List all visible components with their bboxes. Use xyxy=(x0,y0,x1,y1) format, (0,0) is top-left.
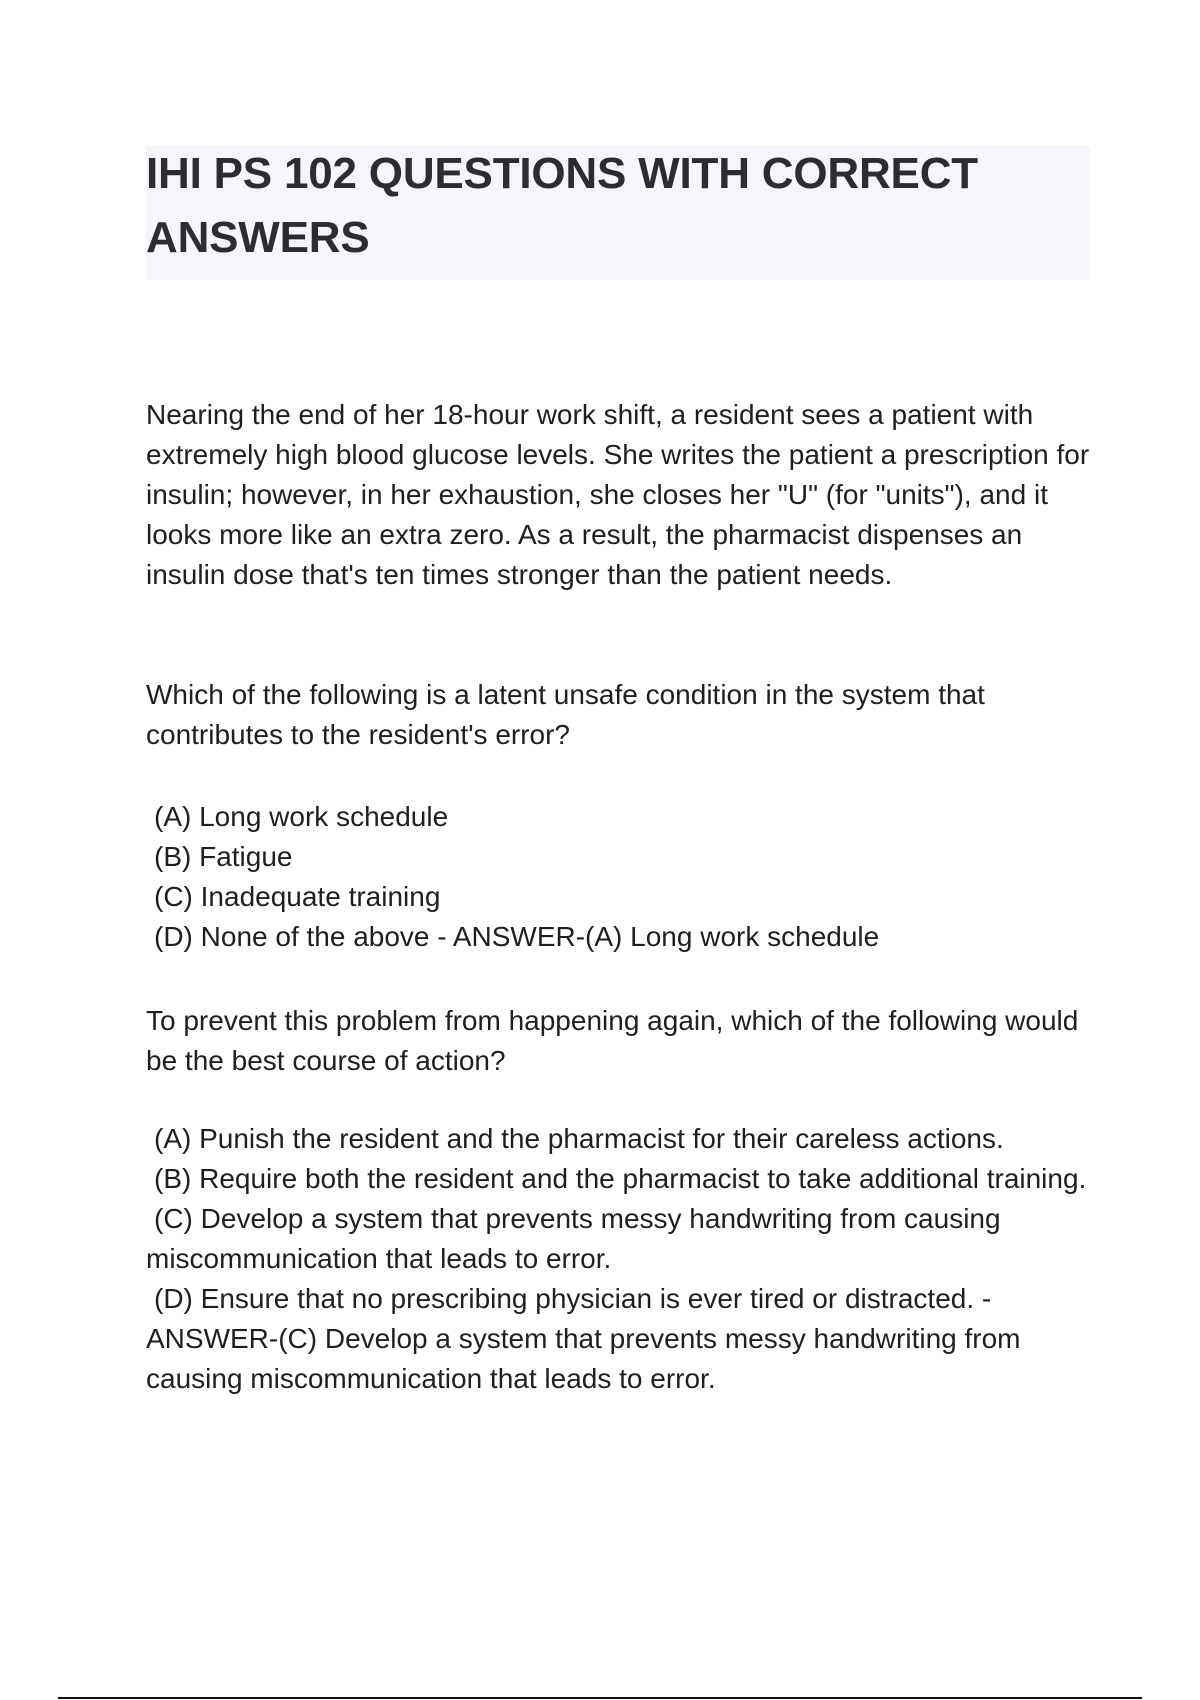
question-1-option-c: (C) Inadequate training xyxy=(154,881,441,912)
question-2-option-b: (B) Require both the resident and the pharmacist to take additional training. xyxy=(154,1163,1087,1194)
question-1-options xyxy=(146,797,1096,957)
scenario-paragraph: Nearing the end of her 18-hour work shift, a resident sees a patient with extremely high blood glucose levels. She writes the patient a prescription for insulin; however, in her exhaustion, she closes her "U" (for "units"), and it looks more like an extra zero. As a result, the pharmacist dispenses an insulin dose that's ten times stronger than the patient needs. xyxy=(146,399,1090,590)
question-2-option-a: (A) Punish the resident and the pharmacist for their careless actions. xyxy=(154,1123,1004,1154)
question-2-option-d-answer: (D) Ensure that no prescribing physician is ever tired or distracted. - ANSWER-(C) Develop a system that prevents messy handwriting from causing miscommunication that leads to error. xyxy=(146,1283,1021,1394)
question-1-option-a: (A) Long work schedule xyxy=(154,801,449,832)
question-1-option-d-answer: (D) None of the above - ANSWER-(A) Long work schedule xyxy=(154,921,880,952)
question-2-options xyxy=(146,1119,1096,1399)
question-1-option-b: (B) Fatigue xyxy=(154,841,293,872)
footer-divider xyxy=(58,1697,1142,1699)
question-2-option-c: (C) Develop a system that prevents messy handwriting from causing miscommunication that leads to error. xyxy=(146,1203,1001,1274)
question-2-prompt: To prevent this problem from happening again, which of the following would be the best course of action? xyxy=(146,1005,1079,1076)
question-1-prompt: Which of the following is a latent unsafe condition in the system that contributes to the resident's error? xyxy=(146,679,985,750)
document-title: IHI PS 102 QUESTIONS WITH CORRECT ANSWERS xyxy=(146,149,978,262)
